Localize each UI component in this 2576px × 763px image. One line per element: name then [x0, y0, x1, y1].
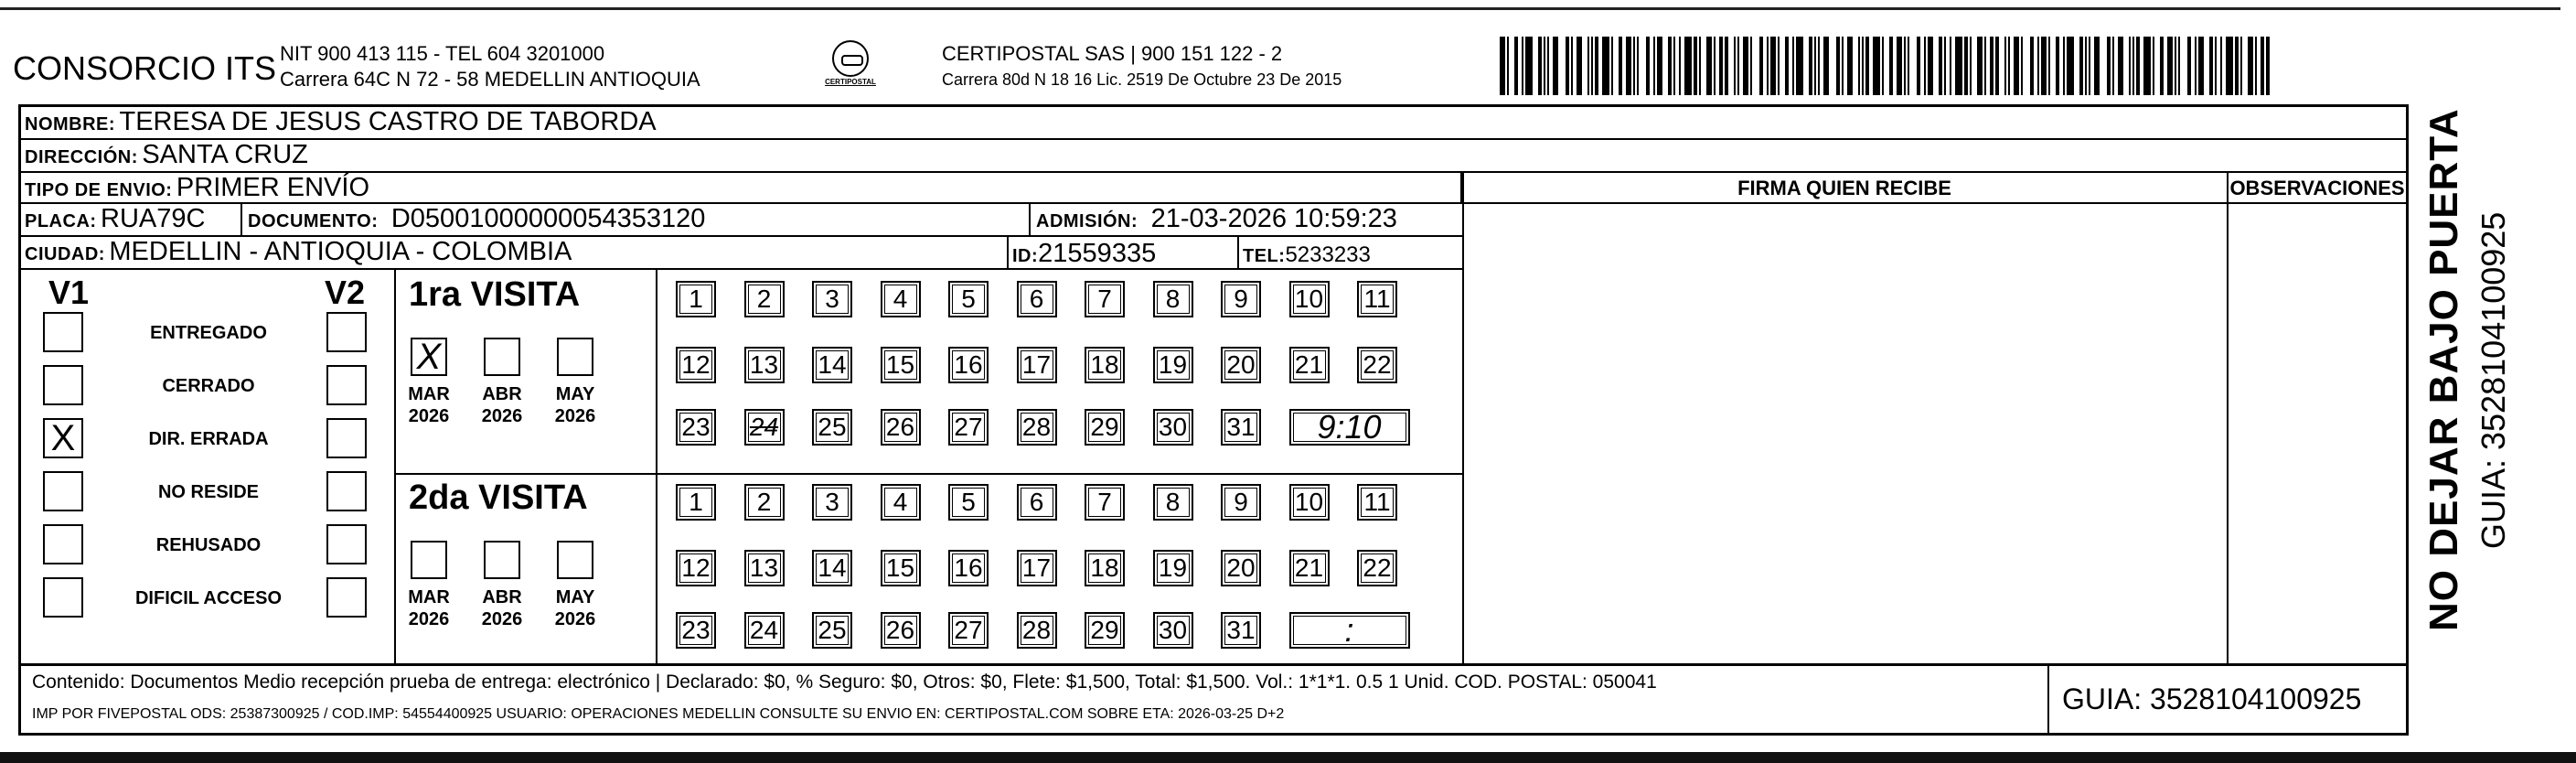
tel-cell — [1243, 242, 1371, 268]
barcode-bar — [1897, 37, 1902, 95]
certipostal-address: Carrera 80d N 18 16 Lic. 2519 De Octubre 23 De 2015 — [942, 70, 1342, 89]
footer-print-line: IMP POR FIVEPOSTAL ODS: 25387300925 / COD.IMP: 54554400925 USUARIO: OPERACIONES MEDELLIN CONSULTE SU ENVIO EN: CERTIPOSTAL.COM SOBRE ETA: 2026-03-25 D+2 — [32, 706, 1285, 722]
barcode-bar — [2266, 37, 2270, 95]
tel-label: TEL: — [1243, 246, 1286, 266]
visit2-day-28[interactable]: 28 — [1017, 612, 1057, 649]
barcode-bar — [1626, 37, 1631, 95]
side-notice — [2414, 82, 2542, 631]
barcode-bar — [2008, 37, 2010, 95]
barcode-bar — [2198, 37, 2204, 95]
visit2-day-31[interactable]: 31 — [1221, 612, 1261, 649]
barcode-bar — [1995, 37, 1999, 95]
visit1-day-3[interactable]: 3 — [812, 281, 852, 317]
visit2-title: 2da VISITA — [409, 478, 588, 517]
firma-header: FIRMA QUIEN RECIBE — [1737, 177, 1951, 199]
tipo-label: TIPO DE ENVIO: — [25, 180, 173, 200]
status-v2-checkbox[interactable] — [326, 365, 367, 405]
barcode — [1500, 37, 2277, 95]
placa-divider — [240, 204, 242, 237]
month-name: MAR — [408, 384, 450, 404]
visit1-day-29[interactable]: 29 — [1085, 409, 1125, 446]
barcode-bar — [1882, 37, 1884, 95]
visit2-day-9[interactable]: 9 — [1221, 484, 1261, 521]
barcode-bar — [1862, 37, 1864, 95]
visit1-day-21[interactable]: 21 — [1289, 347, 1330, 383]
barcode-bar — [1591, 37, 1593, 95]
footer — [18, 666, 2409, 736]
visit2-month-label — [401, 586, 456, 630]
barcode-bar — [1796, 37, 1803, 95]
status-v2-checkbox[interactable] — [326, 471, 367, 511]
barcode-bar — [1928, 37, 1933, 95]
barcode-bar — [1566, 37, 1569, 95]
visit1-day-28[interactable]: 28 — [1017, 409, 1057, 446]
visit1-day-23[interactable]: 23 — [676, 409, 716, 446]
visit1-month-label — [475, 383, 529, 427]
barcode-bar — [1668, 37, 1672, 95]
visit2-day-19[interactable]: 19 — [1153, 550, 1193, 586]
barcode-bar — [2079, 37, 2083, 95]
barcode-bar — [1818, 37, 1820, 95]
barcode-bar — [1977, 37, 1983, 95]
visit1-title: 1ra VISITA — [409, 275, 581, 314]
barcode-bar — [1684, 37, 1692, 95]
barcode-bar — [1714, 37, 1716, 95]
barcode-bar — [1734, 37, 1736, 95]
barcode-bar — [2136, 37, 2140, 95]
visit2-day-30[interactable]: 30 — [1153, 612, 1193, 649]
bottom-rule — [0, 752, 2576, 763]
visit2-day-6[interactable]: 6 — [1017, 484, 1057, 521]
barcode-bar — [1970, 37, 1972, 95]
barcode-bar — [2160, 37, 2164, 95]
documento-value: D050010000000543531​20 — [390, 204, 706, 233]
visit2-day-7[interactable]: 7 — [1085, 484, 1125, 521]
visit1-month-checkbox[interactable] — [557, 338, 593, 376]
observaciones-divider — [2227, 173, 2229, 663]
barcode-bar — [1657, 37, 1662, 95]
barcode-bar — [2226, 37, 2233, 95]
visit2-day-8[interactable]: 8 — [1153, 484, 1193, 521]
barcode-bar — [2056, 37, 2059, 95]
visit2-day-14[interactable]: 14 — [812, 550, 852, 586]
barcode-bar — [2175, 37, 2176, 95]
status-label: DIFICIL ACCESO — [134, 588, 282, 608]
admision-label: ADMISIÓN: — [1036, 211, 1138, 231]
barcode-bar — [1908, 37, 1909, 95]
visit2-day-21[interactable]: 21 — [1289, 550, 1330, 586]
documento-label: DOCUMENTO: — [248, 211, 379, 231]
signature-divider — [1462, 173, 1464, 663]
visit2-day-17[interactable]: 17 — [1017, 550, 1057, 586]
barcode-bar — [1547, 37, 1549, 95]
visit2-month-checkbox[interactable] — [484, 541, 520, 579]
company-nit: NIT 900 413 115 - TEL 604 3201000 — [280, 42, 605, 65]
barcode-bar — [2085, 37, 2087, 95]
month-name: ABR — [482, 384, 522, 404]
visit2-day-4[interactable]: 4 — [881, 484, 921, 521]
id-value: 21559335 — [1038, 239, 1157, 268]
visit1-day-6[interactable]: 6 — [1017, 281, 1057, 317]
barcode-bar — [2014, 37, 2019, 95]
nombre-label: NOMBRE: — [25, 114, 116, 134]
tel-value: 5233233 — [1285, 242, 1371, 267]
visit1-month-label — [548, 383, 603, 427]
month-name: MAY — [555, 384, 595, 404]
visit1-day-15[interactable]: 15 — [881, 347, 921, 383]
visit2-day-24[interactable]: 24 — [744, 612, 785, 649]
visit2-day-15[interactable]: 15 — [881, 550, 921, 586]
month-year: 2026 — [481, 609, 523, 629]
status-label: DIR. ERRADA — [148, 429, 269, 449]
status-v1-checkbox[interactable] — [43, 471, 83, 511]
barcode-bar — [2067, 37, 2074, 95]
barcode-bar — [1889, 37, 1893, 95]
visit1-month-checkbox[interactable]: X — [411, 338, 447, 376]
barcode-bar — [1836, 37, 1840, 95]
barcode-bar — [1595, 37, 1598, 95]
visit1-day-18[interactable]: 18 — [1085, 347, 1125, 383]
visit1-day-31[interactable]: 31 — [1221, 409, 1261, 446]
barcode-bar — [1587, 37, 1589, 95]
barcode-bar — [1743, 37, 1748, 95]
month-name: MAY — [555, 587, 595, 607]
visit1-day-5[interactable]: 5 — [948, 281, 989, 317]
barcode-bar — [1571, 37, 1573, 95]
barcode-bar — [1858, 37, 1860, 95]
barcode-bar — [1759, 37, 1763, 95]
signature-header-rule — [1462, 202, 2406, 204]
visit2-month-checkbox[interactable] — [557, 541, 593, 579]
visit1-day-30[interactable]: 30 — [1153, 409, 1193, 446]
visit1-day-17[interactable]: 17 — [1017, 347, 1057, 383]
barcode-bar — [1544, 37, 1545, 95]
barcode-bar — [2030, 37, 2034, 95]
barcode-bar — [2178, 37, 2180, 95]
barcode-bar — [1955, 37, 1962, 95]
barcode-bar — [1778, 37, 1780, 95]
visit2-day-13[interactable]: 13 — [744, 550, 785, 586]
visit1-day-9[interactable]: 9 — [1221, 281, 1261, 317]
barcode-bar — [2048, 37, 2050, 95]
barcode-bar — [2167, 37, 2173, 95]
nombre-value: TERESA DE JESUS CASTRO DE TABORDA — [119, 107, 657, 136]
barcode-bar — [2240, 37, 2242, 95]
visit2-day-3[interactable]: 3 — [812, 484, 852, 521]
barcode-bar — [1950, 37, 1951, 95]
status-v2-checkbox[interactable] — [326, 524, 367, 564]
barcode-bar — [1699, 37, 1701, 95]
v1-header: V1 — [48, 274, 90, 311]
month-year: 2026 — [481, 406, 523, 426]
barcode-bar — [2235, 37, 2239, 95]
barcode-bar — [1500, 37, 1505, 95]
month-year: 2026 — [408, 609, 450, 629]
status-divider — [394, 270, 396, 663]
barcode-bar — [1750, 37, 1752, 95]
barcode-bar — [1553, 37, 1558, 95]
header — [0, 37, 2469, 101]
barcode-bar — [2220, 37, 2222, 95]
company-info — [280, 41, 700, 92]
barcode-bar — [1814, 37, 1816, 95]
barcode-bar — [1646, 37, 1650, 95]
barcode-bar — [1694, 37, 1697, 95]
status-v1-checkbox[interactable]: X — [43, 418, 83, 458]
barcode-bar — [1577, 37, 1582, 95]
visit2-day-5[interactable]: 5 — [948, 484, 989, 521]
barcode-bar — [2195, 37, 2197, 95]
visit1-day-20[interactable]: 20 — [1221, 347, 1261, 383]
barcode-bar — [1917, 37, 1920, 95]
barcode-bar — [1990, 37, 1993, 95]
barcode-bar — [1785, 37, 1789, 95]
month-year: 2026 — [408, 406, 450, 426]
visit2-month-label — [475, 586, 529, 630]
certipostal-info — [942, 41, 1341, 92]
visit2-day-25[interactable]: 25 — [812, 612, 852, 649]
delivery-form — [18, 104, 2409, 666]
barcode-bar — [2107, 37, 2111, 95]
visit1-day-12[interactable]: 12 — [676, 347, 716, 383]
barcode-bar — [1939, 37, 1942, 95]
visit2-day-18[interactable]: 18 — [1085, 550, 1125, 586]
barcode-bar — [2021, 37, 2023, 95]
visit2-time-field[interactable]: : — [1289, 612, 1410, 649]
visit2-day-26[interactable]: 26 — [881, 612, 921, 649]
id-cell — [1012, 239, 1156, 269]
barcode-bar — [2089, 37, 2090, 95]
visit1-day-10[interactable]: 10 — [1289, 281, 1330, 317]
barcode-bar — [1865, 37, 1869, 95]
row-direccion — [21, 140, 2406, 173]
barcode-bar — [1633, 37, 1635, 95]
barcode-bar — [2248, 37, 2253, 95]
status-label: ENTREGADO — [150, 323, 267, 343]
barcode-bar — [2118, 37, 2123, 95]
v2-header: V2 — [325, 274, 366, 311]
ciudad-label: CIUDAD: — [25, 244, 105, 264]
barcode-bar — [1904, 37, 1906, 95]
visit2-day-2[interactable]: 2 — [744, 484, 785, 521]
status-v1-checkbox[interactable] — [43, 577, 83, 618]
status-v2-checkbox[interactable] — [326, 312, 367, 352]
id-divider — [1237, 237, 1239, 270]
visit1-day-11[interactable]: 11 — [1357, 281, 1397, 317]
no-dejar-bajo-puerta: NO DEJAR BAJO PUERTA — [2421, 108, 2466, 631]
visit1-time-field[interactable]: 9:10 — [1289, 409, 1410, 446]
barcode-bar — [1619, 37, 1622, 95]
barcode-bar — [2094, 37, 2100, 95]
barcode-bar — [1673, 37, 1675, 95]
month-year: 2026 — [554, 406, 596, 426]
observaciones-header: OBSERVACIONES — [2229, 177, 2405, 199]
barcode-bar — [1984, 37, 1986, 95]
barcode-bar — [1507, 37, 1509, 95]
visit1-day-19[interactable]: 19 — [1153, 347, 1193, 383]
visit1-day-13[interactable]: 13 — [744, 347, 785, 383]
barcode-bar — [1792, 37, 1794, 95]
visit1-day-25[interactable]: 25 — [812, 409, 852, 446]
barcode-bar — [1525, 37, 1533, 95]
visit1-day-14[interactable]: 14 — [812, 347, 852, 383]
side-guia: GUIA: 3528104100925 — [2474, 211, 2512, 549]
direccion-value: SANTA CRUZ — [142, 140, 308, 169]
visit1-day-2[interactable]: 2 — [744, 281, 785, 317]
barcode-bar — [2215, 37, 2217, 95]
company-address: Carrera 64C N 72 - 58 MEDELLIN ANTIOQUIA — [280, 68, 700, 91]
visit1-day-1[interactable]: 1 — [676, 281, 716, 317]
barcode-bar — [1737, 37, 1739, 95]
status-v2-checkbox[interactable] — [326, 577, 367, 618]
certipostal-seal-icon — [814, 40, 887, 91]
barcode-bar — [2041, 37, 2047, 95]
month-name: ABR — [482, 587, 522, 607]
status-v1-checkbox[interactable] — [43, 524, 83, 564]
barcode-bar — [1719, 37, 1723, 95]
company-name: CONSORCIO ITS — [13, 49, 277, 87]
admision-cell — [1036, 204, 1397, 237]
barcode-bar — [2004, 37, 2006, 95]
barcode-bar — [2063, 37, 2065, 95]
barcode-bar — [1679, 37, 1681, 95]
status-label: CERRADO — [162, 376, 255, 396]
status-label: NO RESIDE — [157, 482, 260, 502]
visit1-day-22[interactable]: 22 — [1357, 347, 1397, 383]
top-rule — [0, 7, 2560, 10]
barcode-bar — [1611, 37, 1613, 95]
barcode-bar — [1964, 37, 1968, 95]
barcode-bar — [2153, 37, 2154, 95]
seal-caption: CERTIPOSTAL — [825, 78, 876, 86]
footer-content-line: Contenido: Documentos Medio recepción prueba de entrega: electrónico | Declarado: $0, % Seguro: $0, Otros: $0, Flete: $1,500, Total: $1,500. Vol.: 1*1*1. 0.5 1 Unid. COD. POSTAL: 050041 — [32, 672, 1657, 693]
barcode-bar — [1847, 37, 1853, 95]
barcode-bar — [1809, 37, 1812, 95]
barcode-bar — [1873, 37, 1880, 95]
documento-cell — [248, 204, 705, 237]
barcode-bar — [2143, 37, 2151, 95]
barcode-bar — [2112, 37, 2114, 95]
month-name: MAR — [408, 587, 450, 607]
barcode-bar — [1924, 37, 1926, 95]
row-nombre — [21, 107, 2406, 140]
barcode-bar — [1637, 37, 1639, 95]
barcode-bar — [2129, 37, 2131, 95]
barcode-bar — [1823, 37, 1829, 95]
visit1-month-checkbox[interactable] — [484, 338, 520, 376]
visit2-month-label — [548, 586, 603, 630]
visit1-day-24[interactable]: 24 — [744, 409, 785, 446]
barcode-bar — [2037, 37, 2039, 95]
month-year: 2026 — [554, 609, 596, 629]
visit1-day-16[interactable]: 16 — [948, 347, 989, 383]
guia-box: GUIA: 3528104100925 — [2047, 666, 2411, 736]
barcode-bar — [1944, 37, 1946, 95]
barcode-bar — [1602, 37, 1609, 95]
barcode-bar — [2261, 37, 2264, 95]
documento-divider — [1029, 204, 1031, 237]
barcode-bar — [2132, 37, 2134, 95]
visit1-day-27[interactable]: 27 — [948, 409, 989, 446]
visit1-day-26[interactable]: 26 — [881, 409, 921, 446]
visit2-day-16[interactable]: 16 — [948, 550, 989, 586]
visit1-day-4[interactable]: 4 — [881, 281, 921, 317]
id-label: ID: — [1012, 246, 1039, 266]
placa-value: RUA79C — [101, 204, 206, 233]
direccion-label: DIRECCIÓN: — [25, 147, 138, 167]
status-v1-checkbox[interactable] — [43, 365, 83, 405]
status-v1-checkbox[interactable] — [43, 312, 83, 352]
visit-split-rule — [394, 473, 1462, 475]
visit-divider — [656, 270, 657, 663]
visit1-month-label — [401, 383, 456, 427]
barcode-bar — [1514, 37, 1518, 95]
visit2-day-27[interactable]: 27 — [948, 612, 989, 649]
barcode-bar — [1653, 37, 1655, 95]
placa-label: PLACA: — [25, 211, 97, 231]
admision-value: 21-03-2026 10:59:23 — [1150, 204, 1397, 233]
barcode-bar — [2255, 37, 2257, 95]
tipo-value: PRIMER ENVÍO — [176, 173, 370, 202]
visit2-day-29[interactable]: 29 — [1085, 612, 1125, 649]
visit2-day-23[interactable]: 23 — [676, 612, 716, 649]
barcode-bar — [2187, 37, 2191, 95]
status-v2-checkbox[interactable] — [326, 418, 367, 458]
visit1-day-7[interactable]: 7 — [1085, 281, 1125, 317]
barcode-bar — [1770, 37, 1776, 95]
visit2-day-1[interactable]: 1 — [676, 484, 716, 521]
row-tipo — [21, 173, 1462, 204]
visit2-day-11[interactable]: 11 — [1357, 484, 1397, 521]
visit1-day-8[interactable]: 8 — [1153, 281, 1193, 317]
barcode-bar — [2209, 37, 2213, 95]
certipostal-nit: CERTIPOSTAL SAS | 900 151 122 - 2 — [942, 42, 1283, 65]
barcode-bar — [1725, 37, 1728, 95]
barcode-bar — [1522, 37, 1523, 95]
barcode-bar — [1538, 37, 1542, 95]
barcode-bar — [1767, 37, 1769, 95]
barcode-bar — [1706, 37, 1712, 95]
barcode-bar — [1842, 37, 1844, 95]
status-label: REHUSADO — [155, 535, 262, 555]
visit2-day-20[interactable]: 20 — [1221, 550, 1261, 586]
visit2-day-10[interactable]: 10 — [1289, 484, 1330, 521]
visit2-day-12[interactable]: 12 — [676, 550, 716, 586]
ciudad-value: MEDELLIN - ANTIOQUIA - COLOMBIA — [109, 237, 572, 266]
ciudad-divider — [1007, 237, 1009, 270]
visit2-day-22[interactable]: 22 — [1357, 550, 1397, 586]
visit2-month-checkbox[interactable] — [411, 541, 447, 579]
